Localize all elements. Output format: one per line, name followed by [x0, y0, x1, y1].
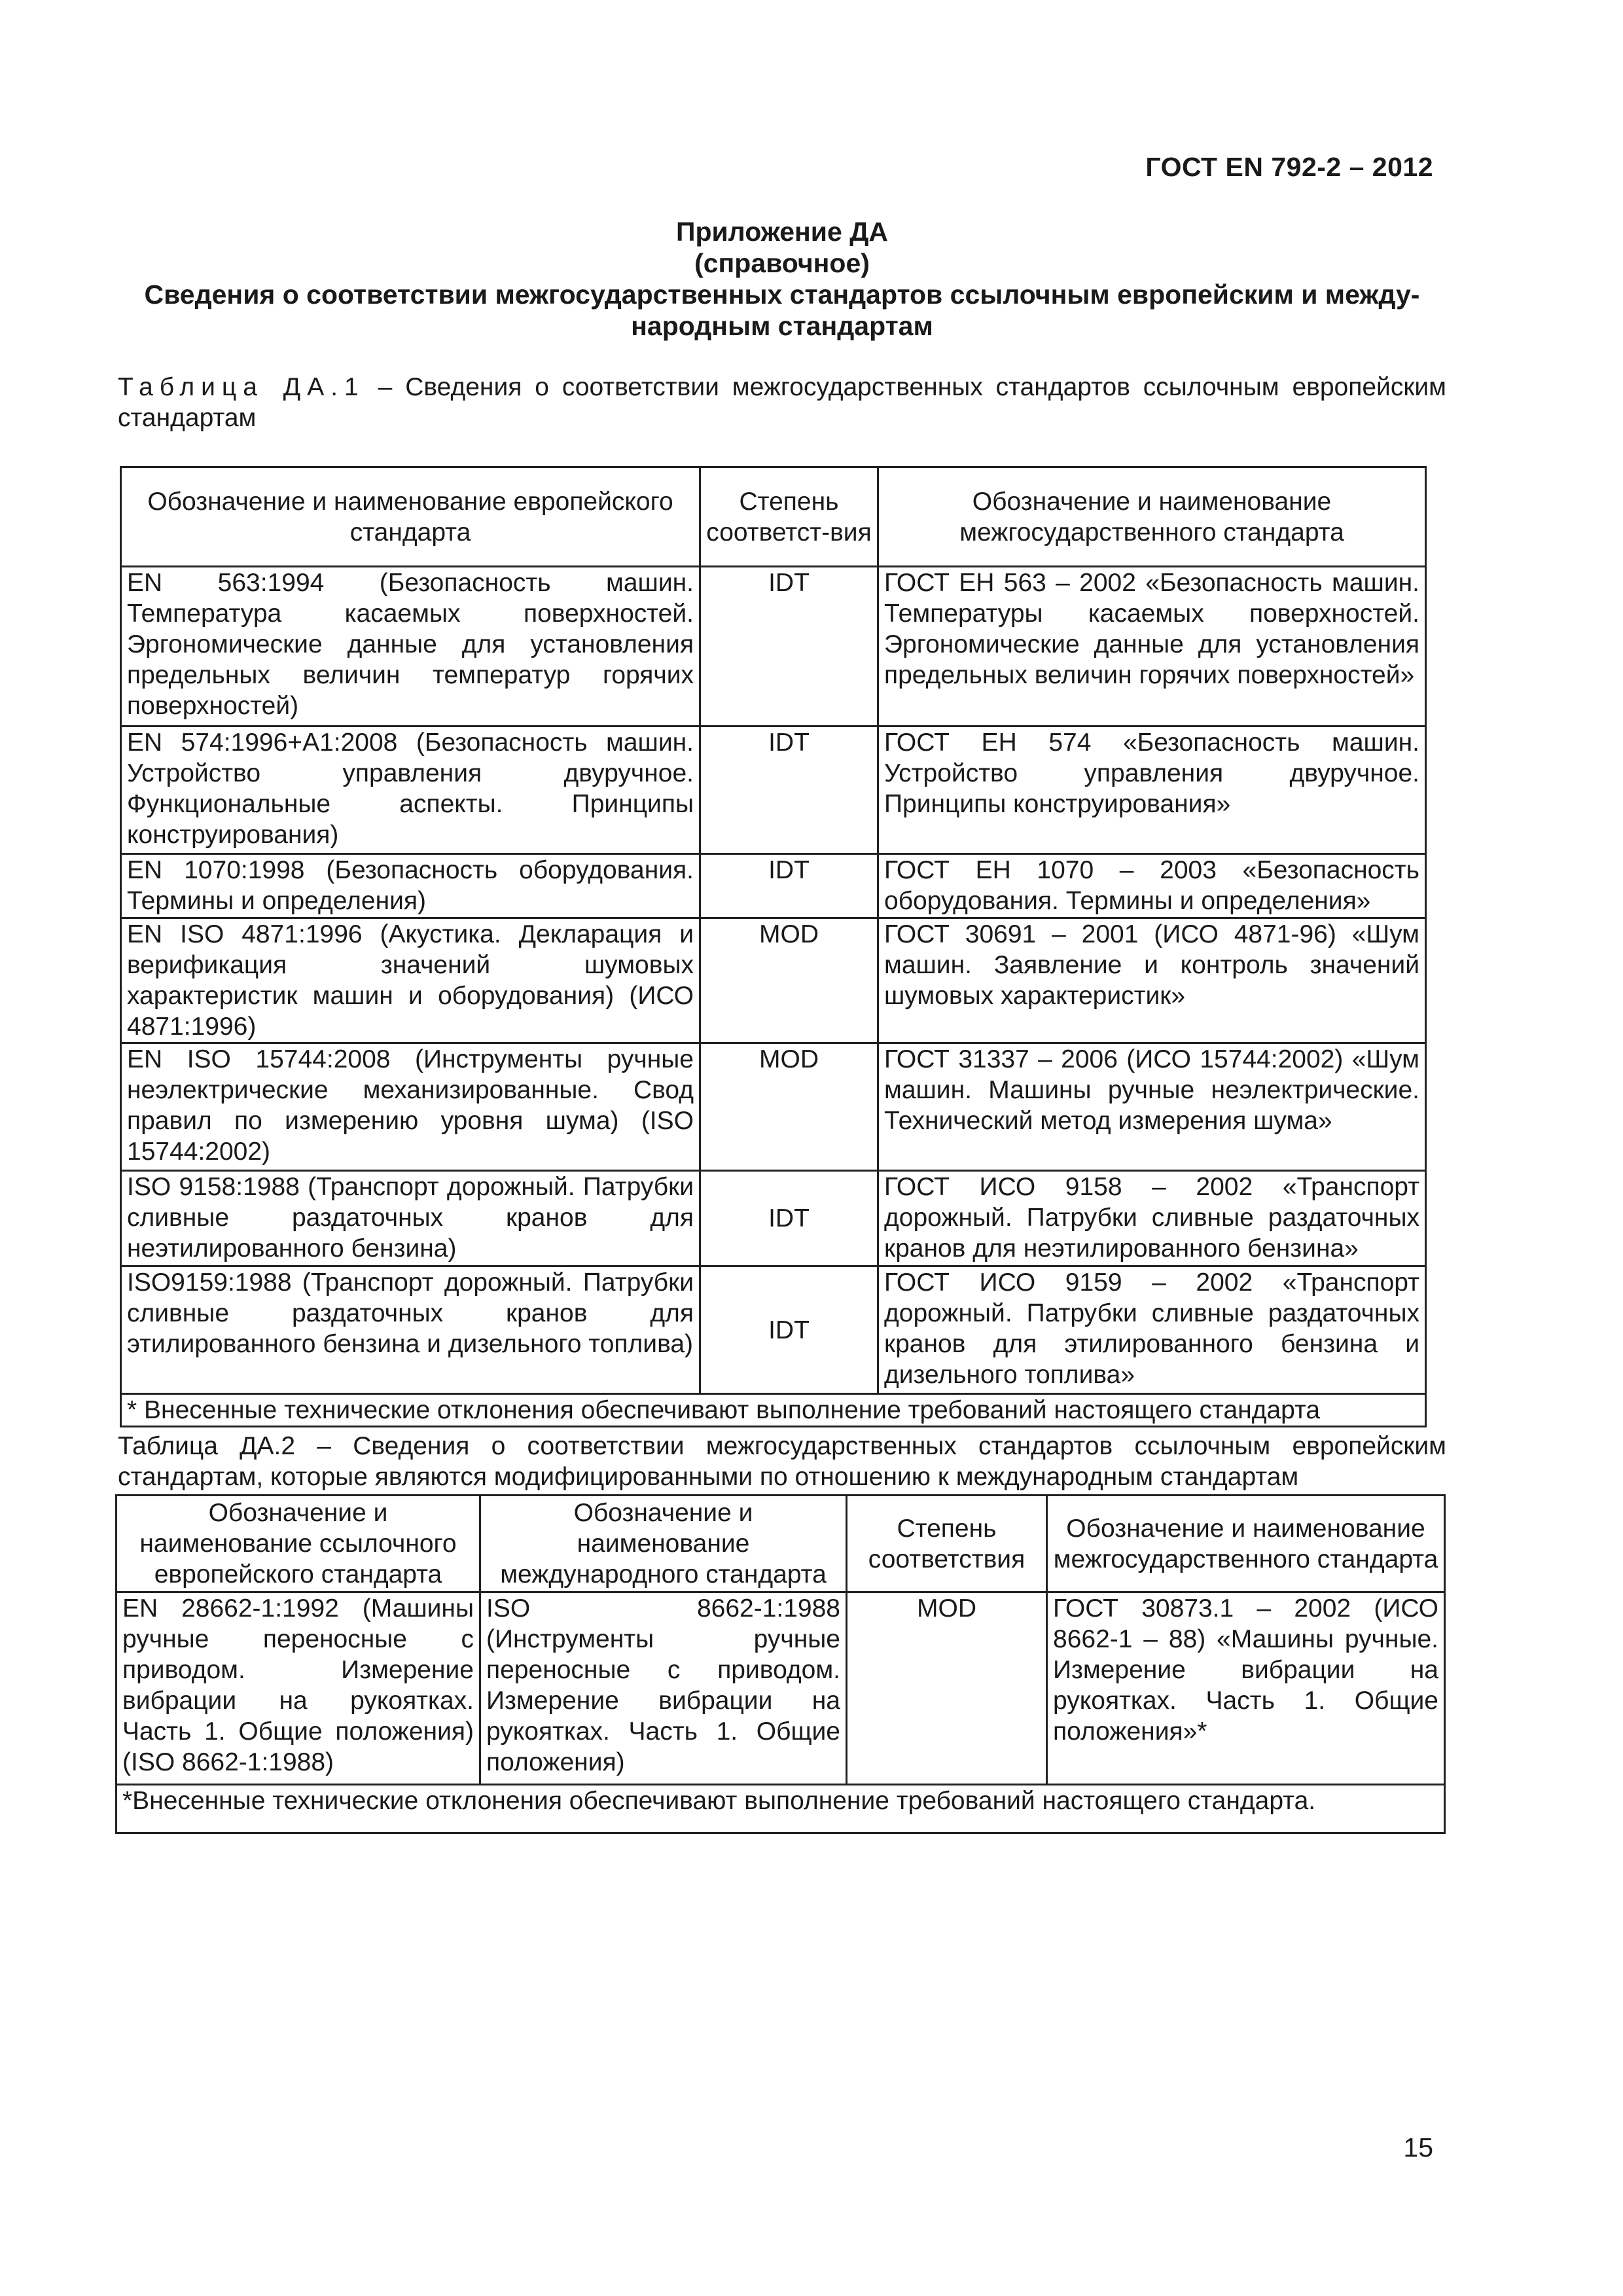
table1-footnote-row — [121, 1394, 1426, 1427]
table2 — [115, 1494, 1446, 1834]
table1 — [120, 466, 1427, 1427]
degree-cell: MOD — [700, 918, 878, 1043]
table2-header-international: Обозначение и наименование международного стандарта — [480, 1496, 847, 1592]
european-standard-cell: EN 563:1994 (Безопасность машин. Температура касаемых поверхностей. Эргономические данные для установления предельных величин температур горячих поверхностей) — [121, 567, 700, 726]
table1-header-degree: Степень соответст-вия — [700, 467, 878, 567]
page-number: 15 — [1403, 2132, 1433, 2162]
table2-header-row — [116, 1496, 1445, 1592]
table2-header-degree: Степень соответствия — [847, 1496, 1047, 1592]
interstate-standard-cell: ГОСТ ИСО 9158 – 2002 «Транспорт дорожный. Патрубки сливные раздаточных кранов для неэтилированного бензина» — [878, 1171, 1426, 1266]
european-standard-cell: EN 1070:1998 (Безопасность оборудования. Термины и определения) — [121, 854, 700, 918]
annex-subtitle-line1: Сведения о соответствии межгосударственных стандартов ссылочным европейским и между- — [144, 279, 1420, 310]
table-row — [121, 1266, 1426, 1394]
table-row — [121, 918, 1426, 1043]
interstate-standard-cell: ГОСТ 30691 – 2001 (ИСО 4871-96) «Шум машин. Заявление и контроль значений шумовых характеристик» — [878, 918, 1426, 1043]
table2-caption: Таблица ДА.2 – Сведения о соответствии межгосударственных стандартов ссылочным европейским стандартам, которые являются модифицированными по отношению к международным стандартам — [118, 1432, 1446, 1491]
degree-cell: IDT — [700, 1266, 878, 1394]
international-standard-cell: ISO 8662-1:1988 (Инструменты ручные переносные с приводом. Измерение вибрации на рукоятках. Часть 1. Общие положения) — [480, 1592, 847, 1785]
annex-title: Приложение ДА — [675, 217, 889, 247]
european-standard-cell: EN 574:1996+A1:2008 (Безопасность машин. Устройство управления двуручное. Функциональные аспекты. Принципы конструирования) — [121, 726, 700, 854]
annex-subtitle-line2: народным стандартам — [631, 311, 933, 341]
european-standard-cell: ISO9159:1988 (Транспорт дорожный. Патрубки сливные раздаточных кранов для этилированного бензина и дизельного топлива) — [121, 1266, 700, 1394]
interstate-standard-cell: ГОСТ 30873.1 – 2002 (ИСО 8662-1 – 88) «Машины ручные. Измерение вибрации на рукоятках. Часть 1. Общие положения»* — [1047, 1592, 1445, 1785]
table1-header-row — [121, 467, 1426, 567]
table2-footnote-row — [116, 1785, 1445, 1833]
european-standard-cell: EN ISO 4871:1996 (Акустика. Декларация и верификация значений шумовых характеристик машин и оборудования) (ИСО 4871:1996) — [121, 918, 700, 1043]
table1-caption — [118, 372, 1446, 433]
interstate-standard-cell: ГОСТ ЕН 574 «Безопасность машин. Устройство управления двуручное. Принципы конструирования» — [878, 726, 1426, 854]
degree-cell: IDT — [700, 1171, 878, 1266]
interstate-standard-cell: ГОСТ ЕН 1070 – 2003 «Безопасность оборудования. Термины и определения» — [878, 854, 1426, 918]
european-standard-cell: EN ISO 15744:2008 (Инструменты ручные неэлектрические механизированные. Свод правил по измерению уровня шума) (ISO 15744:2002) — [121, 1043, 700, 1171]
table2-footnote: *Внесенные технические отклонения обеспечивают выполнение требований настоящего стандарта. — [116, 1785, 1445, 1833]
european-standard-cell: EN 28662-1:1992 (Машины ручные переносные с приводом. Измерение вибрации на рукоятках. Часть 1. Общие положения) (ISO 8662-1:1988) — [116, 1592, 480, 1785]
table1-caption-text: – Сведения о соответствии межгосударственных стандартов ссылочным европейским стандартам — [118, 373, 1446, 432]
degree-cell: MOD — [847, 1592, 1047, 1785]
table1-footnote: * Внесенные технические отклонения обеспечивают выполнение требований настоящего стандарта — [121, 1394, 1426, 1427]
european-standard-cell: ISO 9158:1988 (Транспорт дорожный. Патрубки сливные раздаточных кранов для неэтилированного бензина) — [121, 1171, 700, 1266]
degree-cell: MOD — [700, 1043, 878, 1171]
annex-kind: (справочное) — [694, 248, 870, 278]
table-row — [121, 567, 1426, 726]
degree-cell: IDT — [700, 854, 878, 918]
table-row — [116, 1592, 1445, 1785]
table1-header-interstate: Обозначение и наименование межгосударственного стандарта — [878, 467, 1426, 567]
interstate-standard-cell: ГОСТ ИСО 9159 – 2002 «Транспорт дорожный. Патрубки сливные раздаточных кранов для этилированного бензина и дизельного топлива» — [878, 1266, 1426, 1394]
table1-caption-label: Таблица ДА.1 — [118, 373, 365, 401]
annex-heading — [118, 216, 1446, 342]
table1-header-european: Обозначение и наименование европейского стандарта — [121, 467, 700, 567]
degree-cell: IDT — [700, 567, 878, 726]
document-designation: ГОСТ EN 792-2 – 2012 — [1145, 152, 1433, 182]
table-row — [121, 854, 1426, 918]
interstate-standard-cell: ГОСТ 31337 – 2006 (ИСО 15744:2002) «Шум машин. Машины ручные неэлектрические. Технический метод измерения шума» — [878, 1043, 1426, 1171]
table2-header-interstate: Обозначение и наименование межгосударственного стандарта — [1047, 1496, 1445, 1592]
degree-cell: IDT — [700, 726, 878, 854]
table-row — [121, 726, 1426, 854]
table-row — [121, 1043, 1426, 1171]
table-row — [121, 1171, 1426, 1266]
interstate-standard-cell: ГОСТ ЕН 563 – 2002 «Безопасность машин. Температуры касаемых поверхностей. Эргономические данные для установления предельных величин горячих поверхностей» — [878, 567, 1426, 726]
table2-header-european: Обозначение и наименование ссылочного европейского стандарта — [116, 1496, 480, 1592]
